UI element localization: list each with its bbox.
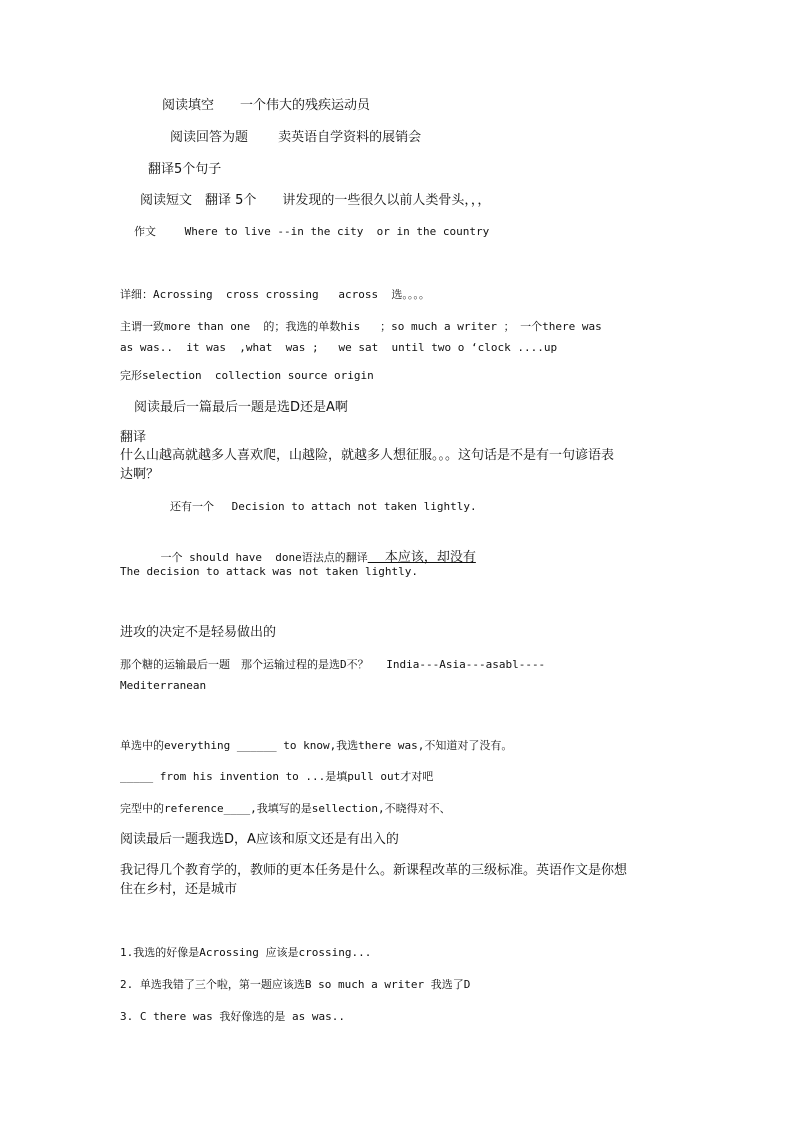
line-mountain-question-cont: 达啊？ [120,467,160,482]
line-reference: 完型中的reference____,我填写的是sellection,不晓得对不、 [120,802,451,815]
list-item-2: 2. 单选我错了三个啦，第一题应该选B so much a writer 我选了D [120,978,471,991]
line-decision-attack: The decision to attack was not taken lightly. [120,565,419,578]
list-item-3: 3. C there was 我好像选的是 as was.. [120,1010,345,1023]
should-have-done-text: 一个 should have done语法点的翻译 [160,551,368,564]
line-decision-chinese: 进攻的决定不是轻易做出的 [120,625,277,640]
line-decision-attach: 还有一个 Decision to attach not taken lightly. [170,500,477,513]
list-item-1: 1.我选的好像是Acrossing 应该是crossing... [120,946,372,959]
line-reading-last-choice: 阅读最后一题我选D，A应该和原文还是有出入的 [120,832,399,847]
line-agreement: 主谓一致more than one 的；我选的单数his ；so much a writer ； 一个there was [120,320,602,333]
line-agreement-cont: as was.. it was ,what was ; we sat until two o ‘clock ....up [120,341,558,354]
should-have-done-meaning: 本应该，却没有 [367,550,476,565]
line-education: 我记得几个教育学的，教师的更本任务是什么。新课程改革的三级标准。英语作文是你想 [120,863,628,878]
line-composition: 作文 Where to live --in the city or in the country [134,225,490,238]
line-education-cont: 住在乡村，还是城市 [120,882,238,897]
line-sugar-transport: 那个糖的运输最后一题 那个运输过程的是选D不？ India---Asia---asabl---- [120,658,546,671]
line-short-passage: 阅读短文 翻译 5个 讲发现的一些很久以前人类骨头，，， [140,193,491,208]
line-details: 详细：Acrossing cross crossing across 选。。。。 [120,288,430,301]
line-mountain-question: 什么山越高就越多人喜欢爬，山越险，就越多人想征服。。。这句话是不是有一句谚语表 [120,448,615,463]
line-sugar-transport-cont: Mediterranean [120,679,207,692]
line-pull-out: _____ from his invention to ...是填pull out才对吧 [120,770,434,783]
line-reading-fill: 阅读填空 一个伟大的残疾运动员 [162,98,371,113]
line-reading-answer: 阅读回答为题 卖英语自学资料的展销会 [170,130,422,145]
line-single-choice-everything: 单选中的everything ______ to know,我选there was,不知道对了没有。 [120,739,513,752]
line-cloze: 完形selection collection source origin [120,369,374,382]
line-translate-heading: 翻译 [120,430,147,445]
line-translate-five: 翻译5个句子 [148,162,222,177]
line-reading-last: 阅读最后一篇最后一题是选D还是A啊 [134,400,348,415]
